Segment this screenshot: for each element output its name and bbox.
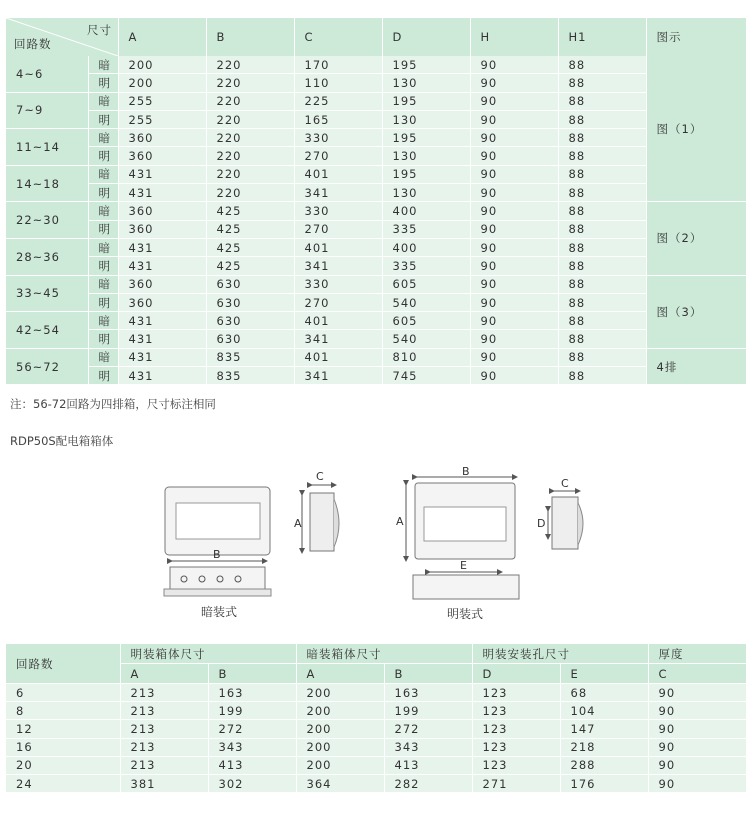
sub-header: E <box>560 664 648 684</box>
value-cell: 90 <box>470 147 558 165</box>
value-cell: 341 <box>294 257 382 275</box>
value-cell: 431 <box>118 165 206 183</box>
value-cell: 360 <box>118 129 206 147</box>
value-cell: 431 <box>118 238 206 256</box>
section-title: RDP50S配电箱箱体 <box>10 434 114 448</box>
value-cell: 425 <box>206 220 294 238</box>
corner-bottom: 回路数 <box>14 37 52 51</box>
value-cell: 130 <box>382 184 470 202</box>
value-cell: 200 <box>118 74 206 92</box>
figure-ref: 4排 <box>646 348 746 385</box>
mount-type: 明 <box>88 293 118 311</box>
mount-type: 明 <box>88 257 118 275</box>
value-cell: 90 <box>648 702 746 720</box>
value-cell: 90 <box>648 738 746 756</box>
value-cell: 835 <box>206 348 294 366</box>
circuit-count: 6 <box>6 684 120 702</box>
spec-row <box>6 330 746 348</box>
circuit-count: 20 <box>6 756 120 774</box>
value-cell: 335 <box>382 220 470 238</box>
dims-header-row <box>6 644 746 664</box>
circuit-range: 4~6 <box>6 56 88 92</box>
value-cell: 431 <box>118 348 206 366</box>
mount-type: 明 <box>88 74 118 92</box>
value-cell: 123 <box>472 684 560 702</box>
col-header: B <box>206 18 294 56</box>
surface-box-side <box>548 491 583 549</box>
value-cell: 90 <box>648 720 746 738</box>
spec-row <box>6 74 746 92</box>
value-cell: 88 <box>558 74 646 92</box>
dims-row <box>6 684 746 702</box>
value-cell: 220 <box>206 129 294 147</box>
value-cell: 341 <box>294 367 382 385</box>
value-cell: 199 <box>384 702 472 720</box>
value-cell: 88 <box>558 312 646 330</box>
value-cell: 220 <box>206 92 294 110</box>
value-cell: 255 <box>118 92 206 110</box>
value-cell: 270 <box>294 220 382 238</box>
dark-box-front <box>165 487 270 555</box>
value-cell: 213 <box>120 738 208 756</box>
circuit-count: 16 <box>6 738 120 756</box>
circuit-range: 28~36 <box>6 238 88 275</box>
col-header: C <box>294 18 382 56</box>
value-cell: 104 <box>560 702 648 720</box>
value-cell: 110 <box>294 74 382 92</box>
dims-row <box>6 702 746 720</box>
value-cell: 199 <box>208 702 296 720</box>
dim-letter-c2: C <box>561 477 569 490</box>
value-cell: 400 <box>382 238 470 256</box>
col-header: D <box>382 18 470 56</box>
value-cell: 341 <box>294 330 382 348</box>
spec-row <box>6 348 746 366</box>
group-header: 明装安装孔尺寸 <box>472 644 648 664</box>
value-cell: 90 <box>470 165 558 183</box>
value-cell: 88 <box>558 184 646 202</box>
surface-box-bottom <box>413 572 519 599</box>
sub-header: D <box>472 664 560 684</box>
surface-mount-label: 明装式 <box>447 607 484 621</box>
figure-ref: 图（1） <box>646 56 746 202</box>
value-cell: 90 <box>470 110 558 128</box>
value-cell: 123 <box>472 702 560 720</box>
figure-ref: 图（2） <box>646 202 746 275</box>
value-cell: 220 <box>206 74 294 92</box>
value-cell: 200 <box>296 684 384 702</box>
value-cell: 282 <box>384 774 472 792</box>
value-cell: 90 <box>470 293 558 311</box>
spec-header-row <box>6 18 746 56</box>
value-cell: 88 <box>558 238 646 256</box>
spec-row <box>6 275 746 293</box>
value-cell: 88 <box>558 202 646 220</box>
value-cell: 200 <box>296 720 384 738</box>
spec-corner-cell <box>6 18 118 56</box>
value-cell: 413 <box>208 756 296 774</box>
value-cell: 360 <box>118 220 206 238</box>
spec-row <box>6 110 746 128</box>
sub-header: C <box>648 664 746 684</box>
value-cell: 335 <box>382 257 470 275</box>
value-cell: 381 <box>120 774 208 792</box>
value-cell: 130 <box>382 110 470 128</box>
value-cell: 213 <box>120 720 208 738</box>
value-cell: 88 <box>558 348 646 366</box>
mount-type: 明 <box>88 147 118 165</box>
mount-type: 暗 <box>88 202 118 220</box>
value-cell: 68 <box>560 684 648 702</box>
mount-type: 暗 <box>88 129 118 147</box>
value-cell: 123 <box>472 756 560 774</box>
value-cell: 605 <box>382 275 470 293</box>
value-cell: 425 <box>206 202 294 220</box>
value-cell: 90 <box>470 257 558 275</box>
dim-letter-d: D <box>537 517 546 530</box>
circuit-range: 14~18 <box>6 165 88 202</box>
value-cell: 220 <box>206 147 294 165</box>
value-cell: 360 <box>118 293 206 311</box>
value-cell: 123 <box>472 738 560 756</box>
mount-type: 明 <box>88 367 118 385</box>
surface-box-front <box>406 477 515 559</box>
group-header: 暗装箱体尺寸 <box>296 644 472 664</box>
sub-header: B <box>208 664 296 684</box>
value-cell: 88 <box>558 330 646 348</box>
value-cell: 213 <box>120 702 208 720</box>
value-cell: 90 <box>648 756 746 774</box>
value-cell: 630 <box>206 275 294 293</box>
value-cell: 401 <box>294 165 382 183</box>
value-cell: 401 <box>294 348 382 366</box>
value-cell: 195 <box>382 165 470 183</box>
spec-row <box>6 129 746 147</box>
dim-letter-e: E <box>460 559 467 572</box>
value-cell: 413 <box>384 756 472 774</box>
value-cell: 90 <box>470 238 558 256</box>
sub-header: A <box>296 664 384 684</box>
value-cell: 90 <box>470 312 558 330</box>
value-cell: 272 <box>384 720 472 738</box>
value-cell: 90 <box>470 184 558 202</box>
value-cell: 195 <box>382 92 470 110</box>
value-cell: 88 <box>558 367 646 385</box>
value-cell: 431 <box>118 312 206 330</box>
value-cell: 213 <box>120 684 208 702</box>
value-cell: 88 <box>558 165 646 183</box>
value-cell: 630 <box>206 330 294 348</box>
dims-row <box>6 738 746 756</box>
value-cell: 343 <box>208 738 296 756</box>
value-cell: 330 <box>294 129 382 147</box>
value-cell: 302 <box>208 774 296 792</box>
circuit-range: 56~72 <box>6 348 88 385</box>
value-cell: 195 <box>382 129 470 147</box>
value-cell: 835 <box>206 367 294 385</box>
value-cell: 90 <box>470 275 558 293</box>
circuit-count: 12 <box>6 720 120 738</box>
value-cell: 220 <box>206 184 294 202</box>
value-cell: 88 <box>558 147 646 165</box>
value-cell: 90 <box>470 92 558 110</box>
value-cell: 364 <box>296 774 384 792</box>
value-cell: 540 <box>382 330 470 348</box>
value-cell: 288 <box>560 756 648 774</box>
value-cell: 88 <box>558 275 646 293</box>
dark-box-side <box>302 485 339 551</box>
value-cell: 220 <box>206 56 294 74</box>
value-cell: 88 <box>558 56 646 74</box>
mount-type: 暗 <box>88 56 118 74</box>
spec-row <box>6 147 746 165</box>
dims-table <box>6 644 747 793</box>
value-cell: 431 <box>118 330 206 348</box>
value-cell: 343 <box>384 738 472 756</box>
corner-top: 尺寸 <box>87 23 112 37</box>
value-cell: 90 <box>470 74 558 92</box>
value-cell: 90 <box>648 684 746 702</box>
value-cell: 330 <box>294 275 382 293</box>
value-cell: 176 <box>560 774 648 792</box>
mount-type: 明 <box>88 184 118 202</box>
figure-ref: 图（3） <box>646 275 746 348</box>
value-cell: 88 <box>558 129 646 147</box>
dims-row <box>6 720 746 738</box>
value-cell: 431 <box>118 257 206 275</box>
sub-header: A <box>120 664 208 684</box>
value-cell: 271 <box>472 774 560 792</box>
value-cell: 90 <box>470 220 558 238</box>
value-cell: 400 <box>382 202 470 220</box>
value-cell: 401 <box>294 312 382 330</box>
value-cell: 88 <box>558 257 646 275</box>
value-cell: 810 <box>382 348 470 366</box>
circuits-header: 回路数 <box>6 644 120 684</box>
value-cell: 360 <box>118 202 206 220</box>
value-cell: 88 <box>558 293 646 311</box>
value-cell: 163 <box>384 684 472 702</box>
group-header: 明装箱体尺寸 <box>120 644 296 664</box>
circuit-range: 33~45 <box>6 275 88 312</box>
spec-row <box>6 202 746 220</box>
value-cell: 540 <box>382 293 470 311</box>
value-cell: 630 <box>206 293 294 311</box>
dark-mount-label: 暗装式 <box>201 605 238 619</box>
value-cell: 330 <box>294 202 382 220</box>
value-cell: 163 <box>208 684 296 702</box>
mount-type: 暗 <box>88 348 118 366</box>
value-cell: 90 <box>648 774 746 792</box>
value-cell: 200 <box>296 702 384 720</box>
mount-type: 暗 <box>88 275 118 293</box>
spec-row <box>6 56 746 74</box>
value-cell: 88 <box>558 220 646 238</box>
dim-letter-a2: A <box>396 515 404 528</box>
value-cell: 425 <box>206 238 294 256</box>
mount-type: 暗 <box>88 165 118 183</box>
value-cell: 130 <box>382 74 470 92</box>
value-cell: 270 <box>294 293 382 311</box>
value-cell: 90 <box>470 202 558 220</box>
group-header: 厚度 <box>648 644 746 664</box>
spec-row <box>6 312 746 330</box>
dims-row <box>6 756 746 774</box>
value-cell: 165 <box>294 110 382 128</box>
value-cell: 360 <box>118 275 206 293</box>
value-cell: 90 <box>470 330 558 348</box>
col-header: A <box>118 18 206 56</box>
value-cell: 630 <box>206 312 294 330</box>
dim-letter-b1: B <box>213 548 221 561</box>
mount-type: 暗 <box>88 238 118 256</box>
circuit-count: 24 <box>6 774 120 792</box>
value-cell: 130 <box>382 147 470 165</box>
col-header: H <box>470 18 558 56</box>
value-cell: 147 <box>560 720 648 738</box>
spec-row <box>6 184 746 202</box>
dim-letter-b2: B <box>462 465 470 478</box>
value-cell: 401 <box>294 238 382 256</box>
value-cell: 90 <box>470 129 558 147</box>
value-cell: 255 <box>118 110 206 128</box>
circuit-range: 7~9 <box>6 92 88 129</box>
spec-row <box>6 238 746 256</box>
value-cell: 220 <box>206 165 294 183</box>
circuit-range: 11~14 <box>6 129 88 166</box>
spec-row <box>6 257 746 275</box>
dim-letter-c1: C <box>316 470 324 483</box>
mount-type: 暗 <box>88 92 118 110</box>
fig-col-header: 图示 <box>646 18 746 56</box>
spec-row <box>6 293 746 311</box>
value-cell: 225 <box>294 92 382 110</box>
spec-row <box>6 165 746 183</box>
value-cell: 200 <box>118 56 206 74</box>
value-cell: 200 <box>296 756 384 774</box>
mount-type: 暗 <box>88 312 118 330</box>
value-cell: 90 <box>470 348 558 366</box>
spec-row <box>6 92 746 110</box>
circuit-range: 22~30 <box>6 202 88 239</box>
value-cell: 431 <box>118 367 206 385</box>
value-cell: 90 <box>470 56 558 74</box>
value-cell: 341 <box>294 184 382 202</box>
col-header: H1 <box>558 18 646 56</box>
value-cell: 195 <box>382 56 470 74</box>
dark-box-top <box>164 561 271 596</box>
spec-row <box>6 367 746 385</box>
value-cell: 90 <box>470 367 558 385</box>
circuit-range: 42~54 <box>6 312 88 349</box>
value-cell: 745 <box>382 367 470 385</box>
sub-header: B <box>384 664 472 684</box>
dims-row <box>6 774 746 792</box>
value-cell: 431 <box>118 184 206 202</box>
table-note: 注：56-72回路为四排箱，尺寸标注相同 <box>10 397 216 411</box>
value-cell: 220 <box>206 110 294 128</box>
value-cell: 213 <box>120 756 208 774</box>
dimension-drawings <box>0 455 750 635</box>
value-cell: 88 <box>558 110 646 128</box>
dim-letter-a1: A <box>294 517 302 530</box>
value-cell: 360 <box>118 147 206 165</box>
value-cell: 200 <box>296 738 384 756</box>
mount-type: 明 <box>88 330 118 348</box>
spec-row <box>6 220 746 238</box>
value-cell: 123 <box>472 720 560 738</box>
value-cell: 425 <box>206 257 294 275</box>
mount-type: 明 <box>88 110 118 128</box>
value-cell: 88 <box>558 92 646 110</box>
spec-table <box>6 18 747 385</box>
value-cell: 270 <box>294 147 382 165</box>
value-cell: 218 <box>560 738 648 756</box>
mount-type: 明 <box>88 220 118 238</box>
value-cell: 170 <box>294 56 382 74</box>
circuit-count: 8 <box>6 702 120 720</box>
value-cell: 605 <box>382 312 470 330</box>
value-cell: 272 <box>208 720 296 738</box>
